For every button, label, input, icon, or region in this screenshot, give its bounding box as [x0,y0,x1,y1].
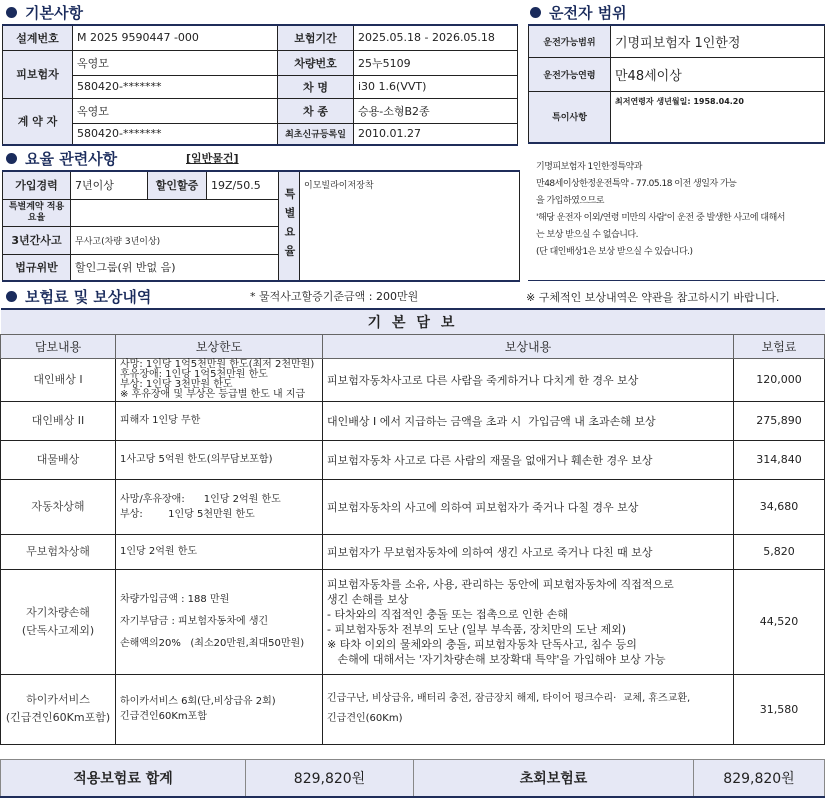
rate-table [2,170,520,282]
table-row [1,440,825,479]
label: 3년간사고 [3,226,71,254]
cell-line: 사망/후유장애: 1인당 2억원 한도 [120,493,281,505]
section-basic-heading [6,2,83,23]
section-premium-heading [6,286,151,307]
driver-range: 기명피보험자 1인한정 [611,25,825,57]
cell-line: 피보험자가 무보험자동차에 의하여 생긴 사고로 죽거나 다친 때 보상 [327,545,653,559]
cell-line: (긴급견인60Km포함) [5,711,111,724]
cell-line: - 타차와의 직접적인 충돌 또는 접촉으로 인한 손해 [327,607,568,621]
coverage-limit [116,534,323,569]
coverage-desc [323,569,734,674]
insured-name: 옥영모 [73,50,278,75]
cell-line: 손해에 대해서는 '자기차량손해 보장확대 특약'을 가입해야 보상 가능 [327,652,666,666]
plate: 25누5109 [354,50,518,75]
first-premium-value: 829,820원 [694,760,825,797]
label: 특이사항 [529,91,611,143]
cell-line: 피해자 1인당 무한 [120,415,201,426]
table-row [1,358,825,401]
basic-info-table [2,24,518,146]
coverage-desc [323,479,734,534]
cell-line: 피보험자동차 사고로 다른 사람의 재물을 없애거나 훼손한 경우 보상 [327,453,653,467]
table-row [1,401,825,440]
heading-text: 요율 관련사항 [25,150,118,168]
note-line: 만48세이상한정운전특약 - 77.05.18 이전 생일자 가능 [536,179,737,189]
coverage-name [1,534,116,569]
cell-line: 피보험자동차사고로 다른 사람을 죽게하거나 다치게 한 경우 보상 [327,373,639,387]
total-value: 829,820원 [246,760,414,797]
period: 2025.05.18 - 2026.05.18 [354,25,518,50]
heading-text: 운전자 범위 [549,4,627,22]
cell-line: ※ 타차 이외의 물체와의 충돌, 피보험자동차 단독사고, 침수 등의 [327,637,637,651]
cell-line: 대물배상 [36,452,80,466]
bullet-icon [6,291,17,302]
cell-line: 긴급구난, 비상급유, 배터리 충전, 잠금장치 해제, 타이어 펑크수리· 교체, 휴즈교환, [327,693,691,704]
cell-line: 대인배상 I [33,372,83,386]
driver-age: 만48세이상 [611,57,825,91]
label: 설계번호 [3,25,73,50]
cell-line: 1인당 2억원 한도 [120,546,198,557]
violation: 할인그룹(위 반없 음) [71,254,279,281]
bullet-icon [6,153,17,164]
table-row [1,534,825,569]
coverage-table [0,308,825,745]
section-rate-heading [6,148,117,169]
note-line: 는 보상 받으실 수 없습니다. [536,230,638,240]
cell-line: 긴급견인(60Km) [327,713,403,724]
special-rate: 이모빌라이저장착 [300,171,520,281]
label: 법규위반 [3,254,71,281]
cell-line: 긴급견인60Km포함 [120,711,207,722]
special-contract [71,199,279,226]
car-name: i30 1.6(VVT) [354,75,518,98]
first-premium-label: 초회보험료 [414,760,694,797]
total-label: 적용보험료 합계 [1,760,246,797]
accident: 무사고(차량 3년이상) [71,226,279,254]
coverage-limit [116,569,323,674]
driver-notes [536,159,825,261]
cell-line: 차량가입금액 : 188 만원 [120,593,230,605]
cell-line: 하이카서비스 [26,693,90,706]
divider [528,280,825,281]
cell-line: 하이카서비스 6회(단,비상급유 2회) [120,696,276,707]
premium-value: 34,680 [734,479,825,534]
total-table [0,759,825,798]
coverage-name [1,674,116,744]
table-row [1,569,825,674]
coverage-name [1,440,116,479]
threshold: * 물적사고할증기준금액 : 200만원 [250,290,419,303]
label: 차량번호 [278,50,354,75]
insured-id: 580420-******* [73,75,278,98]
col-header: 보상내용 [323,334,734,358]
label: 할인할증 [148,171,207,199]
cell-line: 사망: 1인당 1억5천만원 한도(최저 2천만원) [120,358,315,370]
cell-line: 후유장애: 1인당 1억5천만원 한도 [120,368,268,380]
label: 특별요율 [279,171,300,281]
heading-text: 보험료 및 보상내역 [25,288,152,306]
coverage-name [1,569,116,674]
coverage-desc [323,401,734,440]
coverage-desc [323,358,734,401]
table-title: 기 본 담 보 [1,309,825,334]
career: 7년이상 [71,171,148,199]
bullet-icon [530,7,541,18]
cell-line: 부상: 1인당 3천만원 한도 [120,378,233,390]
coverage-desc [323,440,734,479]
design-no: M 2025 9590447 -000 [73,25,278,50]
section-driver-heading [530,2,627,23]
cell-line: - 피보험자동차 전부의 도난 (일부 부속품, 장치만의 도난 제외) [327,622,627,636]
first-reg: 2010.01.27 [354,123,518,145]
label: 운전가능연령 [529,57,611,91]
coverage-limit [116,674,323,744]
cell-line: 피보험자동차를 소유, 사용, 관리하는 동안에 피보험자동차에 직접적으로 [327,577,674,591]
label: 최초신규등록일 [278,123,354,145]
cell-line: 부상: 1인당 5천만원 한도 [120,508,255,520]
col-header: 보험료 [734,334,825,358]
cell-line: 대인배상 I 에서 지급하는 금액을 초과 시 가입금액 내 초과손해 보상 [327,414,656,428]
car-type: 승용-소형B2종 [354,98,518,123]
cell-line: 피보험자동차의 사고에 의하여 피보험자가 죽거나 다칠 경우 보상 [327,500,639,514]
premium-value: 5,820 [734,534,825,569]
contractor-id: 580420-******* [73,123,278,145]
rate-tag: [일반물건] [186,152,239,165]
cell-line: ※ 후유장애 및 부상은 등급별 한도 내 지급 [120,388,306,400]
footnote: ※ 구체적인 보상내역은 약관을 참고하시기 바랍니다. [526,291,780,304]
note-line: 기명피보험자 1인한정특약과 [536,162,642,172]
cell-line: 자기부담금 : 피보험자동차에 생긴 [120,615,269,627]
contractor-name: 옥영모 [73,98,278,123]
premium-value: 314,840 [734,440,825,479]
coverage-limit [116,440,323,479]
coverage-desc [323,534,734,569]
coverage-limit [116,358,323,401]
label: 운전가능범위 [529,25,611,57]
driver-table [528,24,825,144]
cell-line: 생긴 손해를 보상 [327,592,409,606]
premium-value: 44,520 [734,569,825,674]
cell-line: (단독사고제외) [21,623,95,637]
premium-value: 120,000 [734,358,825,401]
label: 계 약 자 [3,98,73,145]
note-line: 을 가입하였으므로 [536,196,604,206]
premium-value: 31,580 [734,674,825,744]
coverage-name [1,479,116,534]
heading-text: 기본사항 [25,4,83,22]
cell-line: 자기차량손해 [26,605,90,619]
label: 차 종 [278,98,354,123]
cell-line: 대인배상 II [31,413,85,427]
coverage-name [1,401,116,440]
label: 가입경력 [3,171,71,199]
coverage-desc [323,674,734,744]
cell-line: 1사고당 5억원 한도(의무담보포함) [120,454,273,465]
table-row [1,479,825,534]
label: 피보험자 [3,50,73,98]
col-header: 보상한도 [116,334,323,358]
label: 보험기간 [278,25,354,50]
coverage-name [1,358,116,401]
coverage-limit [116,479,323,534]
coverage-limit [116,401,323,440]
discount: 19Z/50.5 [207,171,279,199]
premium-value: 275,890 [734,401,825,440]
bullet-icon [6,7,17,18]
col-header: 담보내용 [1,334,116,358]
cell-line: 무보험차상해 [26,544,90,558]
driver-special: 최저연령자 생년월일: 1958.04.20 [611,91,825,143]
label: 차 명 [278,75,354,98]
note-line: '해당 운전자 이외/연령 미만의 사람'이 운전 중 발생한 사고에 대해서 [536,213,785,223]
label: 특별계약 적용요율 [3,199,71,226]
cell-line: 자동차상해 [31,499,85,513]
table-row [1,674,825,744]
cell-line: 손해액의20% (최소20만원,최대50만원) [120,637,305,649]
note-line: (단 대인배상1은 보상 받으실 수 있습니다.) [536,247,693,257]
